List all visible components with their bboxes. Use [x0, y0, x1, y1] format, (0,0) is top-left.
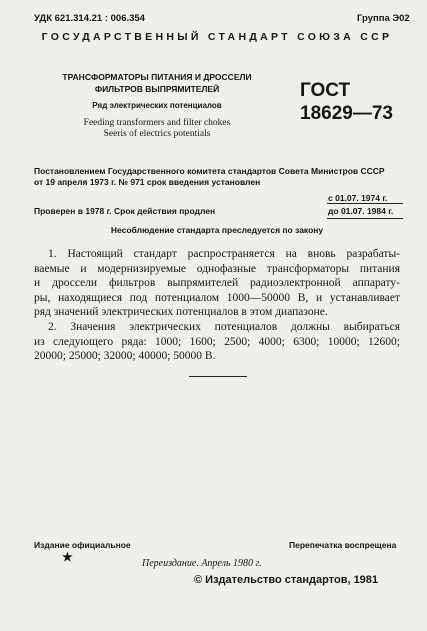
- english-title-line-1: Feeding transformers and filter chokes: [83, 118, 231, 128]
- paragraph-1-line: и дроссели фильтров выпрямителей радиоэлектронной аппарату-: [34, 277, 400, 289]
- reissue-note: Переиздание. Апрель 1980 г.: [142, 558, 262, 569]
- decree-line-1: Постановлением Государственного комитета стандартов Совета Министров СССР: [34, 166, 385, 176]
- document-subtitle: Ряд электрических потенциалов: [92, 101, 222, 110]
- publisher-copyright: © Издательство стандартов, 1981: [194, 574, 379, 586]
- decree-line-2: от 19 апреля 1973 г. № 971 срок введения установлен: [34, 177, 261, 187]
- section-divider: [189, 376, 247, 377]
- standard-banner: ГОСУДАРСТВЕННЫЙ СТАНДАРТ СОЮЗА ССР: [41, 31, 393, 43]
- divider: [327, 218, 403, 219]
- effective-date: с 01.07. 1974 г.: [328, 193, 388, 203]
- extended-date: до 01.07. 1984 г.: [328, 206, 394, 216]
- udc-code: УДК 621.314.21 : 006.354: [34, 13, 145, 24]
- legal-notice: Несоблюдение стандарта преследуется по закону: [110, 225, 324, 235]
- gost-label: ГОСТ: [300, 80, 351, 101]
- paragraph-2-line: из следующего ряда: 1000; 1600; 2500; 4000; 6300; 10000; 12600;: [34, 335, 400, 348]
- official-edition-label: Издание официальное: [34, 540, 131, 550]
- document-title: ТРАНСФОРМАТОРЫ ПИТАНИЯ И ДРОССЕЛИ ФИЛЬТРОВ ВЫПРЯМИТЕЛЕЙ: [62, 72, 252, 94]
- paragraph-2-line: 2. Значения электрических потенциалов должны выбираться: [48, 321, 400, 333]
- group-code: Группа Э02: [357, 13, 410, 24]
- divider: [327, 203, 403, 204]
- english-title-line-2: Seeris of electrics potentials: [103, 129, 211, 139]
- reprint-notice: Перепечатка воспрещена: [289, 540, 397, 550]
- paragraph-2-line: 20000; 25000; 32000; 40000; 50000 В.: [34, 350, 216, 362]
- paragraph-1-line: ряд значений электрических потенциалов в этом диапазоне.: [34, 306, 328, 318]
- star-icon: ★: [62, 550, 73, 564]
- gost-number: 18629—73: [300, 103, 393, 124]
- paragraph-1-line: 1. Настоящий стандарт распространяется на вновь разрабаты-: [48, 248, 400, 260]
- paragraph-1-line: ры, находящиеся под потенциалом 1000—50000 В, и устанавливает: [34, 291, 400, 304]
- paragraph-1-line: ваемые и модернизируемые однофазные трансформаторы питания: [34, 262, 400, 275]
- revision-note: Проверен в 1978 г. Срок действия продлен: [34, 206, 216, 216]
